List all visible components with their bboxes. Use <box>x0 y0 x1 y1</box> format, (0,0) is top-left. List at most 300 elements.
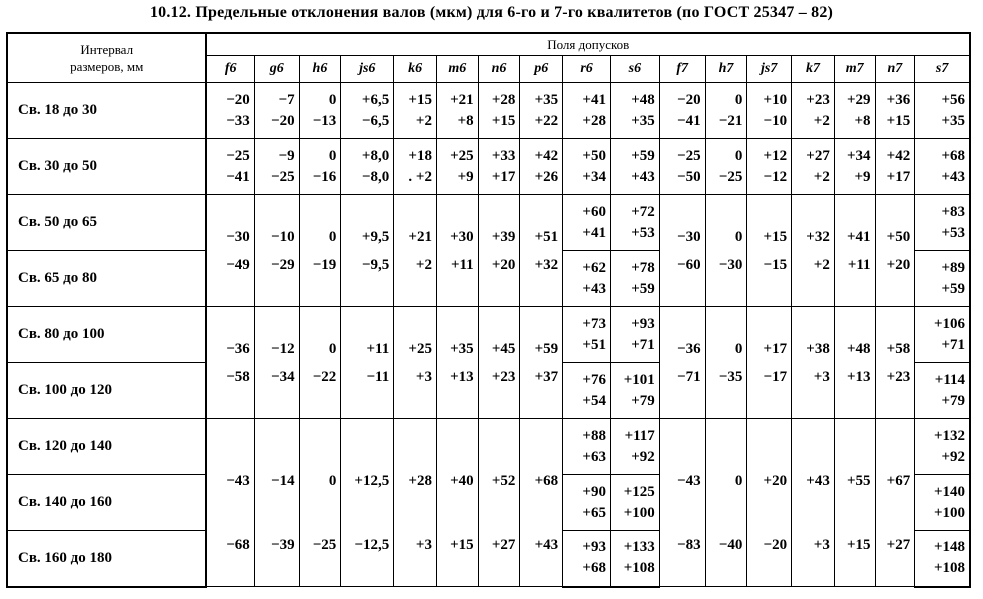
cell-h6 <box>299 195 341 307</box>
deviation-lower: +9 <box>854 168 871 185</box>
deviation-upper: +50 <box>886 229 911 245</box>
cell-k6 <box>394 83 437 139</box>
cell-k7 <box>792 139 835 195</box>
deviation-lower: −13 <box>312 112 337 129</box>
interval-header-line2: размеров, мм <box>70 59 144 74</box>
deviation-lower: +35 <box>631 112 655 129</box>
cell-m7 <box>834 139 875 195</box>
deviation-upper: −36 <box>226 341 250 357</box>
deviation-upper: +28 <box>491 91 516 108</box>
column-header-f6: f6 <box>206 56 254 83</box>
column-header-js6: js6 <box>341 56 394 83</box>
deviation-upper: −20 <box>677 91 701 108</box>
cell-n7 <box>875 307 915 419</box>
cell-n7 <box>875 139 915 195</box>
deviation-upper: 0 <box>328 229 337 245</box>
deviation-upper: +32 <box>806 229 830 245</box>
deviation-upper: 0 <box>328 341 337 357</box>
cell-js7 <box>747 195 792 307</box>
deviation-upper: +62 <box>582 259 606 276</box>
deviation-upper: +17 <box>763 341 788 357</box>
deviation-lower: +15 <box>886 112 911 129</box>
deviation-lower: +2 <box>813 112 830 129</box>
deviation-upper: +42 <box>886 147 911 164</box>
deviation-lower: −25 <box>271 168 295 185</box>
cell-f7 <box>659 195 705 307</box>
deviation-upper: +34 <box>846 147 871 164</box>
deviation-lower: −41 <box>226 168 250 185</box>
cell-s6 <box>610 195 659 251</box>
deviation-lower: +8 <box>457 112 474 129</box>
deviation-lower: −25 <box>718 168 743 185</box>
cell-k6 <box>394 195 437 307</box>
deviation-lower: −12,5 <box>354 537 390 553</box>
cell-n6 <box>478 419 520 587</box>
deviation-upper: +40 <box>450 473 474 489</box>
deviation-upper: +89 <box>941 259 965 276</box>
deviation-lower: +92 <box>941 448 965 465</box>
deviation-lower: −22 <box>312 369 337 385</box>
cell-f6 <box>206 419 254 587</box>
deviation-lower: +68 <box>582 560 606 577</box>
cell-s7 <box>915 419 970 475</box>
deviation-upper: +60 <box>582 203 606 220</box>
deviation-upper: +83 <box>941 203 965 220</box>
deviation-lower: +53 <box>941 224 965 241</box>
cell-g6 <box>254 83 299 139</box>
deviation-upper: +48 <box>631 91 655 108</box>
cell-f7 <box>659 139 705 195</box>
deviation-lower: −12 <box>763 168 788 185</box>
deviation-upper: +10 <box>763 91 788 108</box>
deviation-lower: −25 <box>312 537 337 553</box>
deviation-upper: +15 <box>763 229 788 245</box>
deviation-lower: +35 <box>941 112 965 129</box>
deviation-upper: 0 <box>734 341 743 357</box>
deviation-lower: −10 <box>763 112 788 129</box>
deviation-lower: +65 <box>582 504 606 521</box>
deviation-lower: +100 <box>623 504 655 521</box>
deviation-upper: +73 <box>582 315 606 332</box>
cell-p6 <box>520 195 563 307</box>
cell-g6 <box>254 195 299 307</box>
cell-f6 <box>206 307 254 419</box>
deviation-lower: +13 <box>450 369 474 385</box>
cell-n6 <box>478 195 520 307</box>
deviation-upper: +148 <box>933 539 965 556</box>
column-header-p6: p6 <box>520 56 563 83</box>
deviation-lower: −9,5 <box>361 257 390 273</box>
cell-p6 <box>520 307 563 419</box>
cell-k7 <box>792 83 835 139</box>
column-header-k6: k6 <box>394 56 437 83</box>
cell-s6 <box>610 83 659 139</box>
deviation-upper: +25 <box>450 147 474 164</box>
deviation-lower: +17 <box>491 168 516 185</box>
table-row <box>7 83 970 139</box>
deviation-upper: 0 <box>328 91 337 108</box>
deviation-upper: −12 <box>271 341 295 357</box>
deviation-lower: −35 <box>718 369 743 385</box>
deviation-lower: +108 <box>623 560 655 577</box>
cell-s6 <box>610 475 659 531</box>
cell-p6 <box>520 139 563 195</box>
deviation-lower: −15 <box>763 257 788 273</box>
cell-g6 <box>254 419 299 587</box>
cell-s7 <box>915 475 970 531</box>
deviation-lower: −60 <box>677 257 701 273</box>
cell-h7 <box>705 307 747 419</box>
cell-n6 <box>478 139 520 195</box>
size-interval-label: Св. 100 до 120 <box>7 363 206 419</box>
deviation-lower: −50 <box>677 168 701 185</box>
deviation-upper: +23 <box>806 91 830 108</box>
deviation-lower: +59 <box>941 280 965 297</box>
deviation-lower: +15 <box>491 112 516 129</box>
deviation-upper: −10 <box>271 229 295 245</box>
deviation-lower: +2 <box>415 112 432 129</box>
deviation-lower: −19 <box>312 257 337 273</box>
deviation-lower: −58 <box>226 369 250 385</box>
column-header-js7: js7 <box>747 56 792 83</box>
deviation-upper: +36 <box>886 91 911 108</box>
cell-n7 <box>875 419 915 587</box>
deviation-upper: +41 <box>582 91 606 108</box>
deviation-upper: +132 <box>933 427 965 444</box>
cell-s6 <box>610 363 659 419</box>
deviation-lower: +92 <box>631 448 655 465</box>
deviation-lower: +13 <box>846 369 871 385</box>
deviation-lower: −8,0 <box>361 168 390 185</box>
cell-k7 <box>792 419 835 587</box>
cell-k6 <box>394 307 437 419</box>
deviation-upper: +6,5 <box>361 91 390 108</box>
deviation-upper: +38 <box>806 341 830 357</box>
deviation-lower: . +2 <box>408 168 432 185</box>
deviation-upper: +11 <box>366 341 390 357</box>
cell-s7 <box>915 363 970 419</box>
column-header-s6: s6 <box>610 56 659 83</box>
cell-s7 <box>915 139 970 195</box>
interval-header <box>7 33 206 83</box>
cell-f6 <box>206 139 254 195</box>
deviation-lower: +3 <box>415 369 432 385</box>
column-header-m6: m6 <box>436 56 478 83</box>
deviation-upper: +20 <box>763 473 788 489</box>
deviation-upper: +93 <box>582 539 606 556</box>
deviation-lower: −41 <box>677 112 701 129</box>
column-header-n7: n7 <box>875 56 915 83</box>
cell-m7 <box>834 307 875 419</box>
deviation-upper: +76 <box>582 371 606 388</box>
deviation-lower: +20 <box>491 257 516 273</box>
deviation-lower: +43 <box>941 168 965 185</box>
deviation-upper: +35 <box>534 91 559 108</box>
deviation-upper: +50 <box>582 147 606 164</box>
deviation-upper: +117 <box>624 427 655 444</box>
column-header-h6: h6 <box>299 56 341 83</box>
deviation-upper: +56 <box>941 91 965 108</box>
deviation-upper: −14 <box>271 473 295 489</box>
deviation-lower: +71 <box>631 336 655 353</box>
cell-s6 <box>610 139 659 195</box>
cell-h6 <box>299 139 341 195</box>
deviation-upper: +41 <box>846 229 871 245</box>
deviation-lower: +26 <box>534 168 559 185</box>
cell-js6 <box>341 307 394 419</box>
column-header-s7: s7 <box>915 56 970 83</box>
deviation-upper: +45 <box>491 341 516 357</box>
cell-r6 <box>563 531 611 587</box>
deviation-upper: +67 <box>886 473 911 489</box>
cell-r6 <box>563 419 611 475</box>
table-title: 10.12. Предельные отклонения валов (мкм) для 6-го и 7-го квалитетов (по ГОСТ 25347 – 82) <box>149 4 834 21</box>
deviation-upper: −25 <box>677 147 701 164</box>
deviation-lower: −20 <box>763 537 788 553</box>
cell-r6 <box>563 83 611 139</box>
cell-m6 <box>436 195 478 307</box>
deviation-lower: +79 <box>631 392 655 409</box>
cell-g6 <box>254 139 299 195</box>
deviation-lower: +15 <box>450 537 474 553</box>
deviation-upper: −7 <box>278 91 295 108</box>
size-interval-label: Св. 65 до 80 <box>7 251 206 307</box>
table-row <box>7 307 970 363</box>
deviation-lower: −33 <box>226 112 250 129</box>
deviation-lower: +23 <box>886 369 911 385</box>
cell-k7 <box>792 307 835 419</box>
size-interval-label: Св. 160 до 180 <box>7 531 206 587</box>
column-header-f7: f7 <box>659 56 705 83</box>
cell-h7 <box>705 139 747 195</box>
deviation-lower: −17 <box>763 369 788 385</box>
deviation-lower: +22 <box>534 112 559 129</box>
deviation-lower: −16 <box>312 168 337 185</box>
deviation-upper: −43 <box>677 473 701 489</box>
cell-n7 <box>875 195 915 307</box>
deviation-upper: +125 <box>623 483 655 500</box>
cell-k6 <box>394 419 437 587</box>
deviation-upper: +101 <box>623 371 655 388</box>
deviation-lower: −83 <box>677 537 701 553</box>
cell-m6 <box>436 419 478 587</box>
cell-m7 <box>834 419 875 587</box>
column-header-r6: r6 <box>563 56 611 83</box>
deviation-upper: +90 <box>582 483 606 500</box>
deviation-upper: +28 <box>408 473 432 489</box>
size-interval-label: Св. 80 до 100 <box>7 307 206 363</box>
cell-k7 <box>792 195 835 307</box>
cell-s7 <box>915 251 970 307</box>
deviation-lower: −20 <box>271 112 295 129</box>
cell-r6 <box>563 195 611 251</box>
deviation-upper: +68 <box>941 147 965 164</box>
deviation-upper: −43 <box>226 473 250 489</box>
deviation-upper: +42 <box>534 147 559 164</box>
deviation-lower: −6,5 <box>361 112 390 129</box>
deviation-upper: +39 <box>491 229 516 245</box>
deviation-lower: +28 <box>582 112 606 129</box>
cell-m7 <box>834 83 875 139</box>
cell-s7 <box>915 307 970 363</box>
deviation-upper: +88 <box>582 427 606 444</box>
tolerance-table <box>6 32 971 588</box>
deviation-upper: +93 <box>631 315 655 332</box>
cell-m6 <box>436 139 478 195</box>
deviation-upper: +27 <box>806 147 830 164</box>
cell-js6 <box>341 419 394 587</box>
deviation-upper: +58 <box>886 341 911 357</box>
deviation-lower: +11 <box>450 257 474 273</box>
deviation-lower: +100 <box>933 504 965 521</box>
cell-m6 <box>436 307 478 419</box>
cell-js7 <box>747 419 792 587</box>
deviation-upper: +30 <box>450 229 474 245</box>
cell-r6 <box>563 363 611 419</box>
deviation-lower: +23 <box>491 369 516 385</box>
cell-f7 <box>659 419 705 587</box>
column-header-h7: h7 <box>705 56 747 83</box>
deviation-upper: +43 <box>806 473 830 489</box>
deviation-upper: +15 <box>408 91 432 108</box>
deviation-upper: +33 <box>491 147 516 164</box>
deviation-upper: +21 <box>450 91 474 108</box>
deviation-upper: +9,5 <box>361 229 390 245</box>
deviation-lower: +63 <box>582 448 606 465</box>
deviation-upper: +72 <box>631 203 655 220</box>
deviation-lower: −30 <box>718 257 743 273</box>
column-header-m7: m7 <box>834 56 875 83</box>
deviation-lower: +34 <box>582 168 606 185</box>
deviation-lower: +37 <box>534 369 559 385</box>
deviation-upper: +21 <box>408 229 432 245</box>
deviation-lower: −68 <box>226 537 250 553</box>
deviation-upper: +8,0 <box>361 147 390 164</box>
deviation-upper: +106 <box>933 315 965 332</box>
deviation-upper: 0 <box>734 91 743 108</box>
deviation-upper: +12,5 <box>354 473 390 489</box>
deviation-lower: +41 <box>582 224 606 241</box>
cell-f6 <box>206 195 254 307</box>
column-header-k7: k7 <box>792 56 835 83</box>
cell-h6 <box>299 83 341 139</box>
fields-header: Поля допусков <box>206 33 970 56</box>
deviation-lower: +9 <box>457 168 474 185</box>
deviation-upper: +51 <box>534 229 559 245</box>
deviation-lower: +32 <box>534 257 559 273</box>
cell-h7 <box>705 195 747 307</box>
size-interval-label: Св. 18 до 30 <box>7 83 206 139</box>
deviation-upper: −20 <box>226 91 250 108</box>
interval-header-line1: Интервал <box>80 42 134 57</box>
size-interval-label: Св. 120 до 140 <box>7 419 206 475</box>
cell-r6 <box>563 475 611 531</box>
deviation-upper: 0 <box>328 473 337 489</box>
column-header-g6: g6 <box>254 56 299 83</box>
deviation-upper: 0 <box>328 147 337 164</box>
deviation-upper: +59 <box>534 341 559 357</box>
deviation-lower: +2 <box>813 168 830 185</box>
cell-h6 <box>299 307 341 419</box>
table-row <box>7 195 970 251</box>
cell-m7 <box>834 195 875 307</box>
deviation-lower: −39 <box>271 537 295 553</box>
deviation-upper: +68 <box>534 473 559 489</box>
cell-s6 <box>610 531 659 587</box>
deviation-upper: −9 <box>278 147 295 164</box>
deviation-lower: +3 <box>813 369 830 385</box>
deviation-lower: +2 <box>813 257 830 273</box>
deviation-upper: +12 <box>763 147 788 164</box>
cell-k6 <box>394 139 437 195</box>
deviation-upper: +140 <box>933 483 965 500</box>
deviation-lower: +11 <box>847 257 871 273</box>
size-interval-label: Св. 50 до 65 <box>7 195 206 251</box>
cell-r6 <box>563 251 611 307</box>
cell-h7 <box>705 83 747 139</box>
cell-r6 <box>563 307 611 363</box>
deviation-lower: +108 <box>933 560 965 577</box>
cell-m6 <box>436 83 478 139</box>
deviation-upper: +35 <box>450 341 474 357</box>
cell-js6 <box>341 83 394 139</box>
cell-r6 <box>563 139 611 195</box>
deviation-upper: +29 <box>846 91 871 108</box>
cell-f7 <box>659 307 705 419</box>
cell-h7 <box>705 419 747 587</box>
deviation-lower: −21 <box>718 112 743 129</box>
deviation-lower: +79 <box>941 392 965 409</box>
deviation-upper: +52 <box>491 473 516 489</box>
deviation-lower: −11 <box>366 369 390 385</box>
deviation-upper: +114 <box>934 371 965 388</box>
deviation-upper: −36 <box>677 341 701 357</box>
deviation-lower: −34 <box>271 369 295 385</box>
deviation-upper: +133 <box>623 539 655 556</box>
deviation-lower: +17 <box>886 168 911 185</box>
table-row <box>7 419 970 475</box>
deviation-upper: −30 <box>677 229 701 245</box>
cell-n7 <box>875 83 915 139</box>
deviation-lower: +43 <box>582 280 606 297</box>
deviation-lower: +43 <box>631 168 655 185</box>
deviation-lower: +43 <box>534 537 559 553</box>
cell-g6 <box>254 307 299 419</box>
deviation-lower: +27 <box>886 537 911 553</box>
deviation-upper: +25 <box>408 341 432 357</box>
deviation-upper: +59 <box>631 147 655 164</box>
deviation-lower: +27 <box>491 537 516 553</box>
deviation-lower: +15 <box>846 537 871 553</box>
deviation-upper: 0 <box>734 147 743 164</box>
cell-p6 <box>520 83 563 139</box>
deviation-lower: +8 <box>854 112 871 129</box>
table-row <box>7 139 970 195</box>
column-header-n6: n6 <box>478 56 520 83</box>
size-interval-label: Св. 30 до 50 <box>7 139 206 195</box>
deviation-upper: −30 <box>226 229 250 245</box>
deviation-lower: +51 <box>582 336 606 353</box>
cell-js7 <box>747 307 792 419</box>
deviation-lower: +59 <box>631 280 655 297</box>
deviation-upper: +55 <box>846 473 871 489</box>
deviation-lower: +3 <box>415 537 432 553</box>
deviation-upper: −25 <box>226 147 250 164</box>
deviation-lower: −49 <box>226 257 250 273</box>
cell-n6 <box>478 83 520 139</box>
deviation-lower: +2 <box>415 257 432 273</box>
deviation-upper: +18 <box>408 147 432 164</box>
